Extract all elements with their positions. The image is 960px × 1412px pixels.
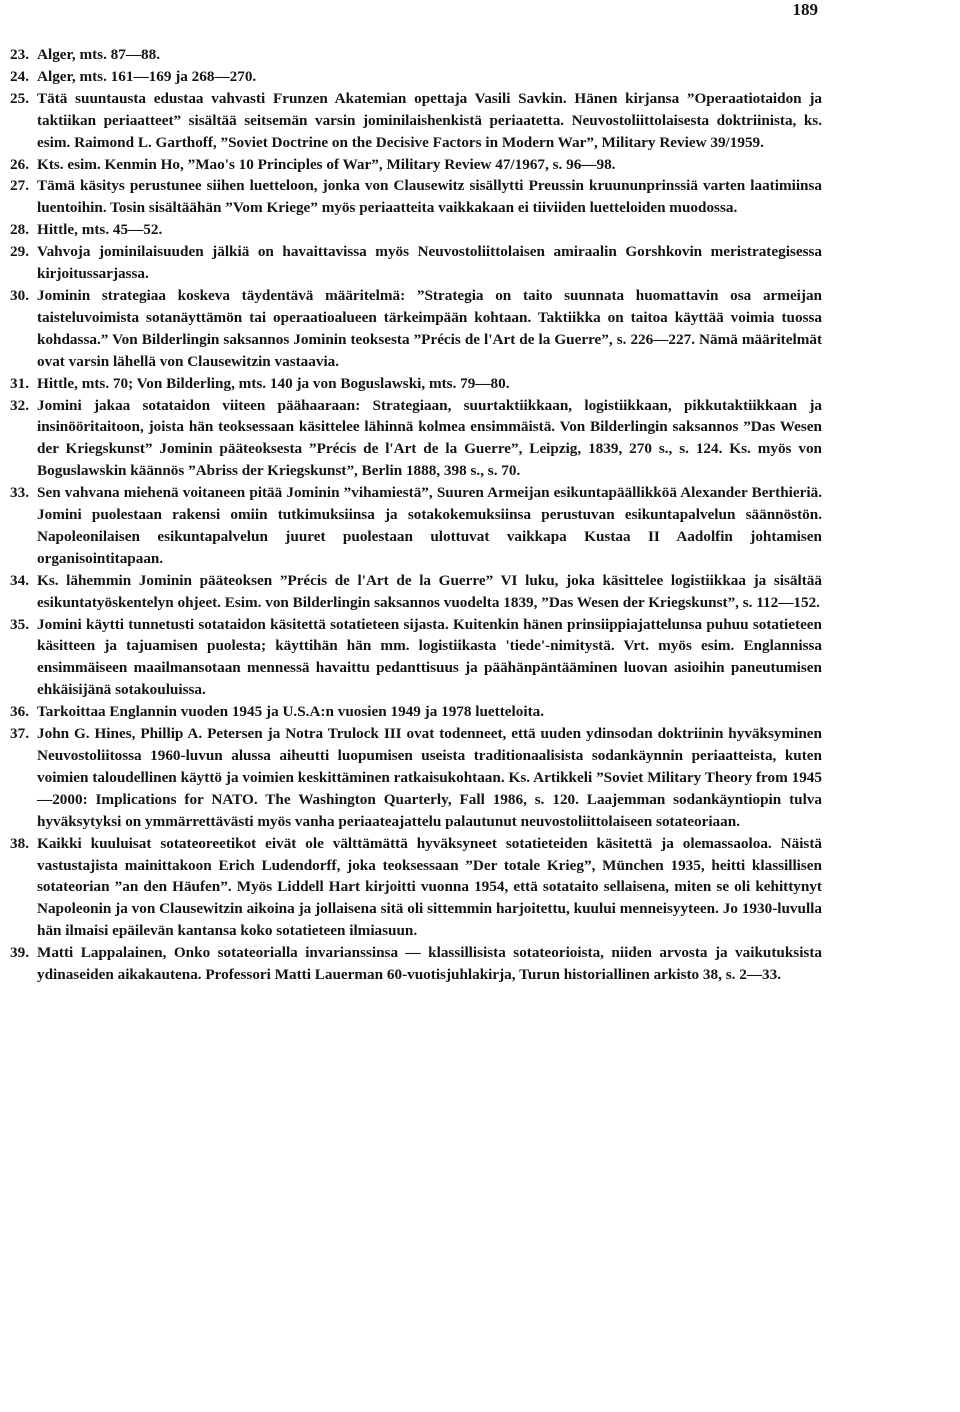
footnote-text: Tarkoittaa Englannin vuoden 1945 ja U.S.A:n vuosien 1949 ja 1978 luetteloita. — [37, 703, 545, 721]
footnote-item — [10, 701, 822, 723]
footnote-text: Tämä käsitys perustunee siihen luetteloon, jonka von Clausewitz sisällytti Preussin kruununprinssiä varten laatimiinsa luentoihin. Tosin sisältäähän ”Vom Kriege” myös periaatteita vaikkakaan ei tiiviiden luetteloiden muodossa. — [37, 177, 822, 217]
footnote-item — [10, 285, 822, 373]
footnote-text: Tätä suuntausta edustaa vahvasti Frunzen Akatemian opettaja Vasili Savkin. Hänen kirjansa ”Operaatiotaidon ja taktiikan periaatteet” sisältää seitsemän varsin jominilaishenkistä periaatetta. Neuvostoliittolaisesta doktriinista, ks. esim. Raimond L. Garthoff, ”Soviet Doctrine on the Decisive Factors in Modern War”, Military Review 39/1959. — [37, 89, 822, 151]
footnote-number: 27. — [10, 177, 29, 195]
footnote-number: 39. — [10, 944, 29, 962]
footnote-text: Kts. esim. Kenmin Ho, ”Mao's 10 Principles of War”, Military Review 47/1967, s. 96—98. — [37, 155, 616, 173]
footnote-text: Jomini jakaa sotataidon viiteen päähaaraan: Strategiaan, suurtaktiikkaan, logistiikkaan, pikkutaktiikkaan ja insinööritaitoon, joista hän teoksessaan käsittelee lähinnä kolmea ensimmäistä. Von Bilderlingin saksannos ”Das Wesen der Kriegskunst” Jominin pääteoksesta ”Précis de l'Art de la Guerre”, Leipzig, 1839, 270 s., s. 124. Ks. myös von Boguslawskin käännös ”Abriss der Kriegskunst”, Berlin 1888, 398 s., s. 70. — [37, 396, 822, 480]
footnote-item — [10, 614, 822, 702]
footnote-item — [10, 44, 822, 66]
footnote-text: Sen vahvana miehenä voitaneen pitää Jominin ”vihamiestä”, Suuren Armeijan esikuntapäällikköä Alexander Berthieriä. Jomini puolestaan rakensi omiin tutkimuksiinsa ja sotakokemuksiinsa perustuvan esikuntapalvelun säännöstön. Napoleonilaisen esikuntapalvelun juuret puolestaan ulottuvat vaikkapa Kustaa II Aadolfin johtamisen organisointitapaan. — [37, 484, 822, 567]
footnote-item — [10, 482, 822, 570]
footnote-item — [10, 833, 822, 943]
footnote-text: Matti Lappalainen, Onko sotateorialla invarianssinsa — klassillisista sotateorioista, niiden arvosta ja vaikutuksista ydinaseiden aikakautena. Professori Matti Lauerman 60-vuotisjuhlakirja, Turun historiallinen arkisto 38, s. 2—33. — [37, 944, 822, 984]
footnote-text: Vahvoja jominilaisuuden jälkiä on havaittavissa myös Neuvostoliittolaisen amiraalin Gorshkovin meristrategisessa kirjoitussarjassa. — [37, 243, 822, 283]
footnote-item — [10, 942, 822, 986]
footnote-number: 33. — [10, 484, 29, 502]
footnote-item — [10, 66, 822, 88]
footnote-item — [10, 241, 822, 285]
footnote-number: 35. — [10, 615, 29, 633]
footnote-text: Hittle, mts. 70; Von Bilderling, mts. 140 ja von Boguslawski, mts. 79—80. — [37, 374, 510, 392]
footnote-number: 28. — [10, 221, 29, 239]
footnote-number: 26. — [10, 155, 29, 173]
footnote-text: Jomini käytti tunnetusti sotataidon käsitettä sotatieteen sijasta. Kuitenkin hänen prinsiippiajattelunsa puhuu sotatieteen käsitteen ja tajuamisen puolesta; käyttihän hän mm. logistiikasta 'tiede'-nimitystä. Vrt. myös esim. Englannissa ensimmäiseen maailmansotaan mennessä havaittu pedanttisuus ja päähänpäntääminen luovan asioihin paneutumisen ehkäisijänä sotakouluissa. — [37, 615, 822, 699]
footnote-item — [10, 395, 822, 483]
footnote-text: John G. Hines, Phillip A. Petersen ja Notra Trulock III ovat todenneet, että uuden ydinsodan doktriinin hyväksyminen Neuvostoliitossa 1960-luvun alussa aiheutti luopumisen useista traditionaalisista sodankäynnin periaatteista, kuten voimien taloudellinen käyttö ja voimien keskittäminen ratkaisukohtaan. Ks. Artikkeli ”Soviet Military Theory from 1945—2000: Implications for NATO. The Washington Quarterly, Fall 1986, s. 120. Laajemman sodankäyntiopin tulva hyväksytyksi on ymmärrettävästi myös vanha periaateajattelu palautunut neuvostoliittolaiseen sotateoriaan. — [37, 725, 822, 830]
footnote-number: 24. — [10, 67, 29, 85]
footnote-text: Hittle, mts. 45—52. — [37, 221, 163, 239]
footnote-number: 30. — [10, 286, 29, 304]
footnote-item — [10, 154, 822, 176]
footnote-number: 32. — [10, 396, 29, 414]
footnote-item — [10, 570, 822, 614]
footnote-text: Alger, mts. 87—88. — [37, 46, 161, 63]
footnote-number: 29. — [10, 243, 29, 261]
footnote-number: 36. — [10, 703, 29, 721]
footnote-number: 25. — [10, 89, 29, 107]
footnote-text: Alger, mts. 161—169 ja 268—270. — [37, 67, 257, 85]
footnote-item — [10, 723, 822, 833]
footnote-item — [10, 219, 822, 241]
footnotes-list — [10, 44, 822, 986]
footnote-item — [10, 373, 822, 395]
footnote-text: Jominin strategiaa koskeva täydentävä määritelmä: ”Strategia on taito suunnata huomattavin osa armeijan taisteluvoimista sotanäyttämön tai operaatioalueen tärkeimpään kohtaan. Taktiikka on taitoa käyttää voimia tuossa kohdassa.” Von Bilderlingin saksannos Jominin teoksesta ”Précis de l'Art de la Guerre”, s. 226—227. Nämä määritelmät ovat varsin lähellä von Clausewitzin vastaavia. — [37, 286, 822, 370]
footnote-number: 37. — [10, 725, 29, 743]
footnote-number: 38. — [10, 834, 29, 852]
page-number: 189 — [792, 0, 818, 19]
footnote-item — [10, 88, 822, 154]
footnote-text: Ks. lähemmin Jominin pääteoksen ”Précis de l'Art de la Guerre” VI luku, joka käsittelee logistiikkaa ja sisältää esikuntatyöskentelyn ohjeet. Esim. von Bilderlingin saksannos vuodelta 1839, ”Das Wesen der Kriegskunst”, s. 112—152. — [37, 571, 822, 611]
footnote-number: 34. — [10, 571, 29, 589]
footnote-text: Kaikki kuuluisat sotateoreetikot eivät ole välttämättä hyväksyneet sotatieteiden käsitettä ja olemassaoloa. Näistä vastustajista mainittakoon Erich Ludendorff, joka teoksessaan ”Der totale Krieg”, München 1935, heitti klassillisen sotateorian ”an den Häufen”. Myös Liddell Hart kirjoitti vuonna 1954, että sotataito sellaisena, miten se oli kehittynyt Napoleonin ja von Clausewitzin aikoina ja jollaisena sitä oli sittemmin harjoitettu, kuului menneisyyteen. Jo 1930-luvulla hän ilmaisi epäilevän kantansa koko sotatieteen ilmiasuun. — [37, 834, 822, 940]
footnote-item — [10, 175, 822, 219]
footnote-number: 23. — [10, 46, 29, 63]
footnote-number: 31. — [10, 374, 29, 392]
